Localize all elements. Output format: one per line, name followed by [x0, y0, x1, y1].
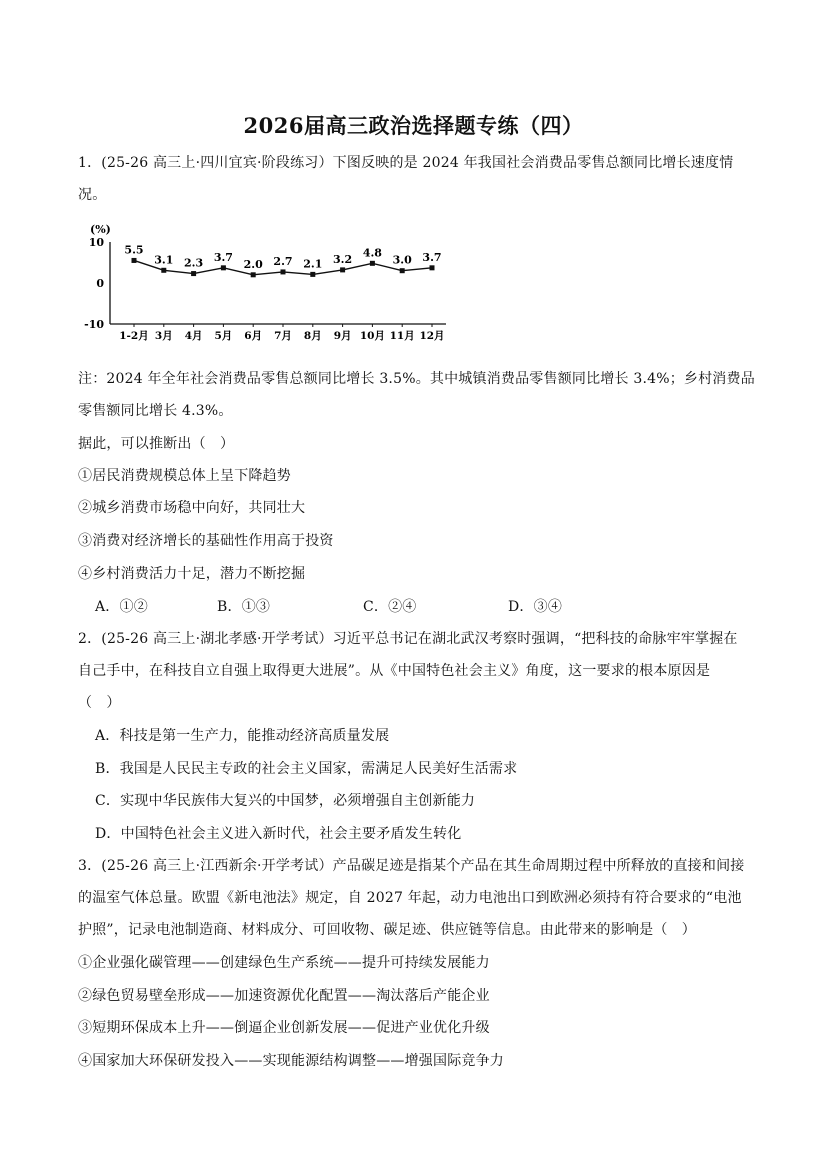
- y-tick-label: 0: [96, 277, 104, 290]
- x-tick-label: 10月: [359, 330, 385, 342]
- data-label: 3.2: [333, 252, 353, 266]
- q3-stem-line1: 3．(25-26 高三上·江西新余·开学考试）产品碳足迹是指某个产品在其生命周期过程中所释放的直接和间接: [78, 858, 745, 874]
- data-label: 2.7: [273, 254, 293, 268]
- q3-item-1: ①企业强化碳管理——创建绿色生产系统——提升可持续发展能力: [78, 955, 490, 971]
- q2-option-d[interactable]: D．中国特色社会主义进入新时代，社会主要矛盾发生转化: [95, 826, 462, 842]
- x-tick-label: 11月: [389, 330, 415, 342]
- x-tick-label: 1-2月: [119, 330, 149, 342]
- data-point: [310, 272, 315, 277]
- q1-option-d[interactable]: D．③④: [508, 599, 563, 615]
- q3-item-2: ②绿色贸易壁垒形成——加速资源优化配置——淘汰落后产能企业: [78, 988, 490, 1004]
- x-tick-label: 4月: [184, 330, 203, 342]
- page-title: 2026届高三政治选择题专练（四）: [243, 113, 584, 138]
- y-tick-label: -10: [84, 318, 104, 331]
- x-tick-label: 9月: [333, 330, 352, 342]
- q1-question: 据此，可以推断出（ ）: [78, 436, 235, 452]
- q3-item-3: ③短期环保成本上升——倒逼企业创新发展——促进产业优化升级: [78, 1020, 490, 1036]
- q1-item-2: ②城乡消费市场稳中向好，共同壮大: [78, 500, 306, 516]
- q2-stem-line2: 自己手中，在科技自立自强上取得更大进展”。从《中国特色社会主义》角度，这一要求的根本原因是: [78, 663, 711, 679]
- chart-svg: [82, 222, 452, 346]
- q1-item-3: ③消费对经济增长的基础性作用高于投资: [78, 533, 334, 549]
- q1-option-a[interactable]: A．①②: [95, 599, 148, 615]
- data-label: 2.0: [243, 257, 263, 271]
- data-label: 3.0: [392, 253, 412, 267]
- x-tick-label: 8月: [303, 330, 322, 342]
- q2-option-a[interactable]: A．科技是第一生产力，能推动经济高质量发展: [95, 728, 390, 744]
- q2-option-b[interactable]: B．我国是人民民主专政的社会主义国家，需满足人民美好生活需求: [95, 761, 518, 777]
- x-tick-label: 3月: [154, 330, 173, 342]
- data-point: [132, 258, 137, 263]
- q1-stem-line2: 况。: [78, 187, 107, 203]
- q1-note-line2: 零售额同比增长 4.3%。: [78, 403, 233, 419]
- q3-item-4: ④国家加大环保研发投入——实现能源结构调整——增强国际竞争力: [78, 1053, 504, 1069]
- data-point: [251, 272, 256, 277]
- data-point: [400, 268, 405, 273]
- data-point: [281, 269, 286, 274]
- data-label: 3.7: [422, 250, 442, 264]
- q1-line-chart: [82, 222, 452, 346]
- data-point: [161, 268, 166, 273]
- data-label: 2.3: [184, 256, 204, 270]
- data-label: 3.7: [213, 250, 233, 264]
- q2-stem-line3: （ ）: [78, 695, 121, 711]
- y-tick-label: 10: [88, 236, 104, 249]
- q1-option-c[interactable]: C．②④: [363, 599, 417, 615]
- data-label: 3.1: [154, 253, 174, 267]
- q2-option-c[interactable]: C．实现中华民族伟大复兴的中国梦，必须增强自主创新能力: [95, 793, 476, 809]
- data-point: [221, 265, 226, 270]
- data-point: [191, 271, 196, 276]
- data-label: 2.1: [303, 257, 323, 271]
- q1-note-line1: 注：2024 年全年社会消费品零售总额同比增长 3.5%。其中城镇消费品零售额同比增长 3.4%；乡村消费品: [78, 371, 755, 387]
- q1-stem-line1: 1．(25-26 高三上·四川宜宾·阶段练习）下图反映的是 2024 年我国社会消费品零售总额同比增长速度情: [78, 155, 734, 171]
- data-point: [430, 265, 435, 270]
- x-tick-label: 7月: [274, 330, 292, 342]
- x-tick-label: 12月: [419, 330, 445, 342]
- y-axis-label: (%): [90, 223, 111, 236]
- x-tick-label: 6月: [244, 330, 263, 342]
- data-label: 5.5: [124, 243, 144, 257]
- q2-stem-line1: 2．(25-26 高三上·湖北孝感·开学考试）习近平总书记在湖北武汉考察时强调，“把科技的命脉牢牢掌握在: [78, 631, 738, 647]
- data-label: 4.8: [362, 246, 382, 260]
- q3-stem-line3: 护照”，记录电池制造商、材料成分、可回收物、碳足迹、供应链等信息。由此带来的影响是（ ）: [78, 922, 696, 938]
- q1-item-1: ①居民消费规模总体上呈下降趋势: [78, 468, 291, 484]
- data-point: [340, 267, 345, 272]
- data-point: [370, 261, 375, 266]
- q1-item-4: ④乡村消费活力十足，潜力不断挖掘: [78, 566, 306, 582]
- q3-stem-line2: 的温室气体总量。欧盟《新电池法》规定，自 2027 年起，动力电池出口到欧洲必须持有符合要求的“电池: [78, 890, 742, 906]
- x-tick-label: 5月: [214, 330, 233, 342]
- q1-option-b[interactable]: B．①③: [217, 599, 271, 615]
